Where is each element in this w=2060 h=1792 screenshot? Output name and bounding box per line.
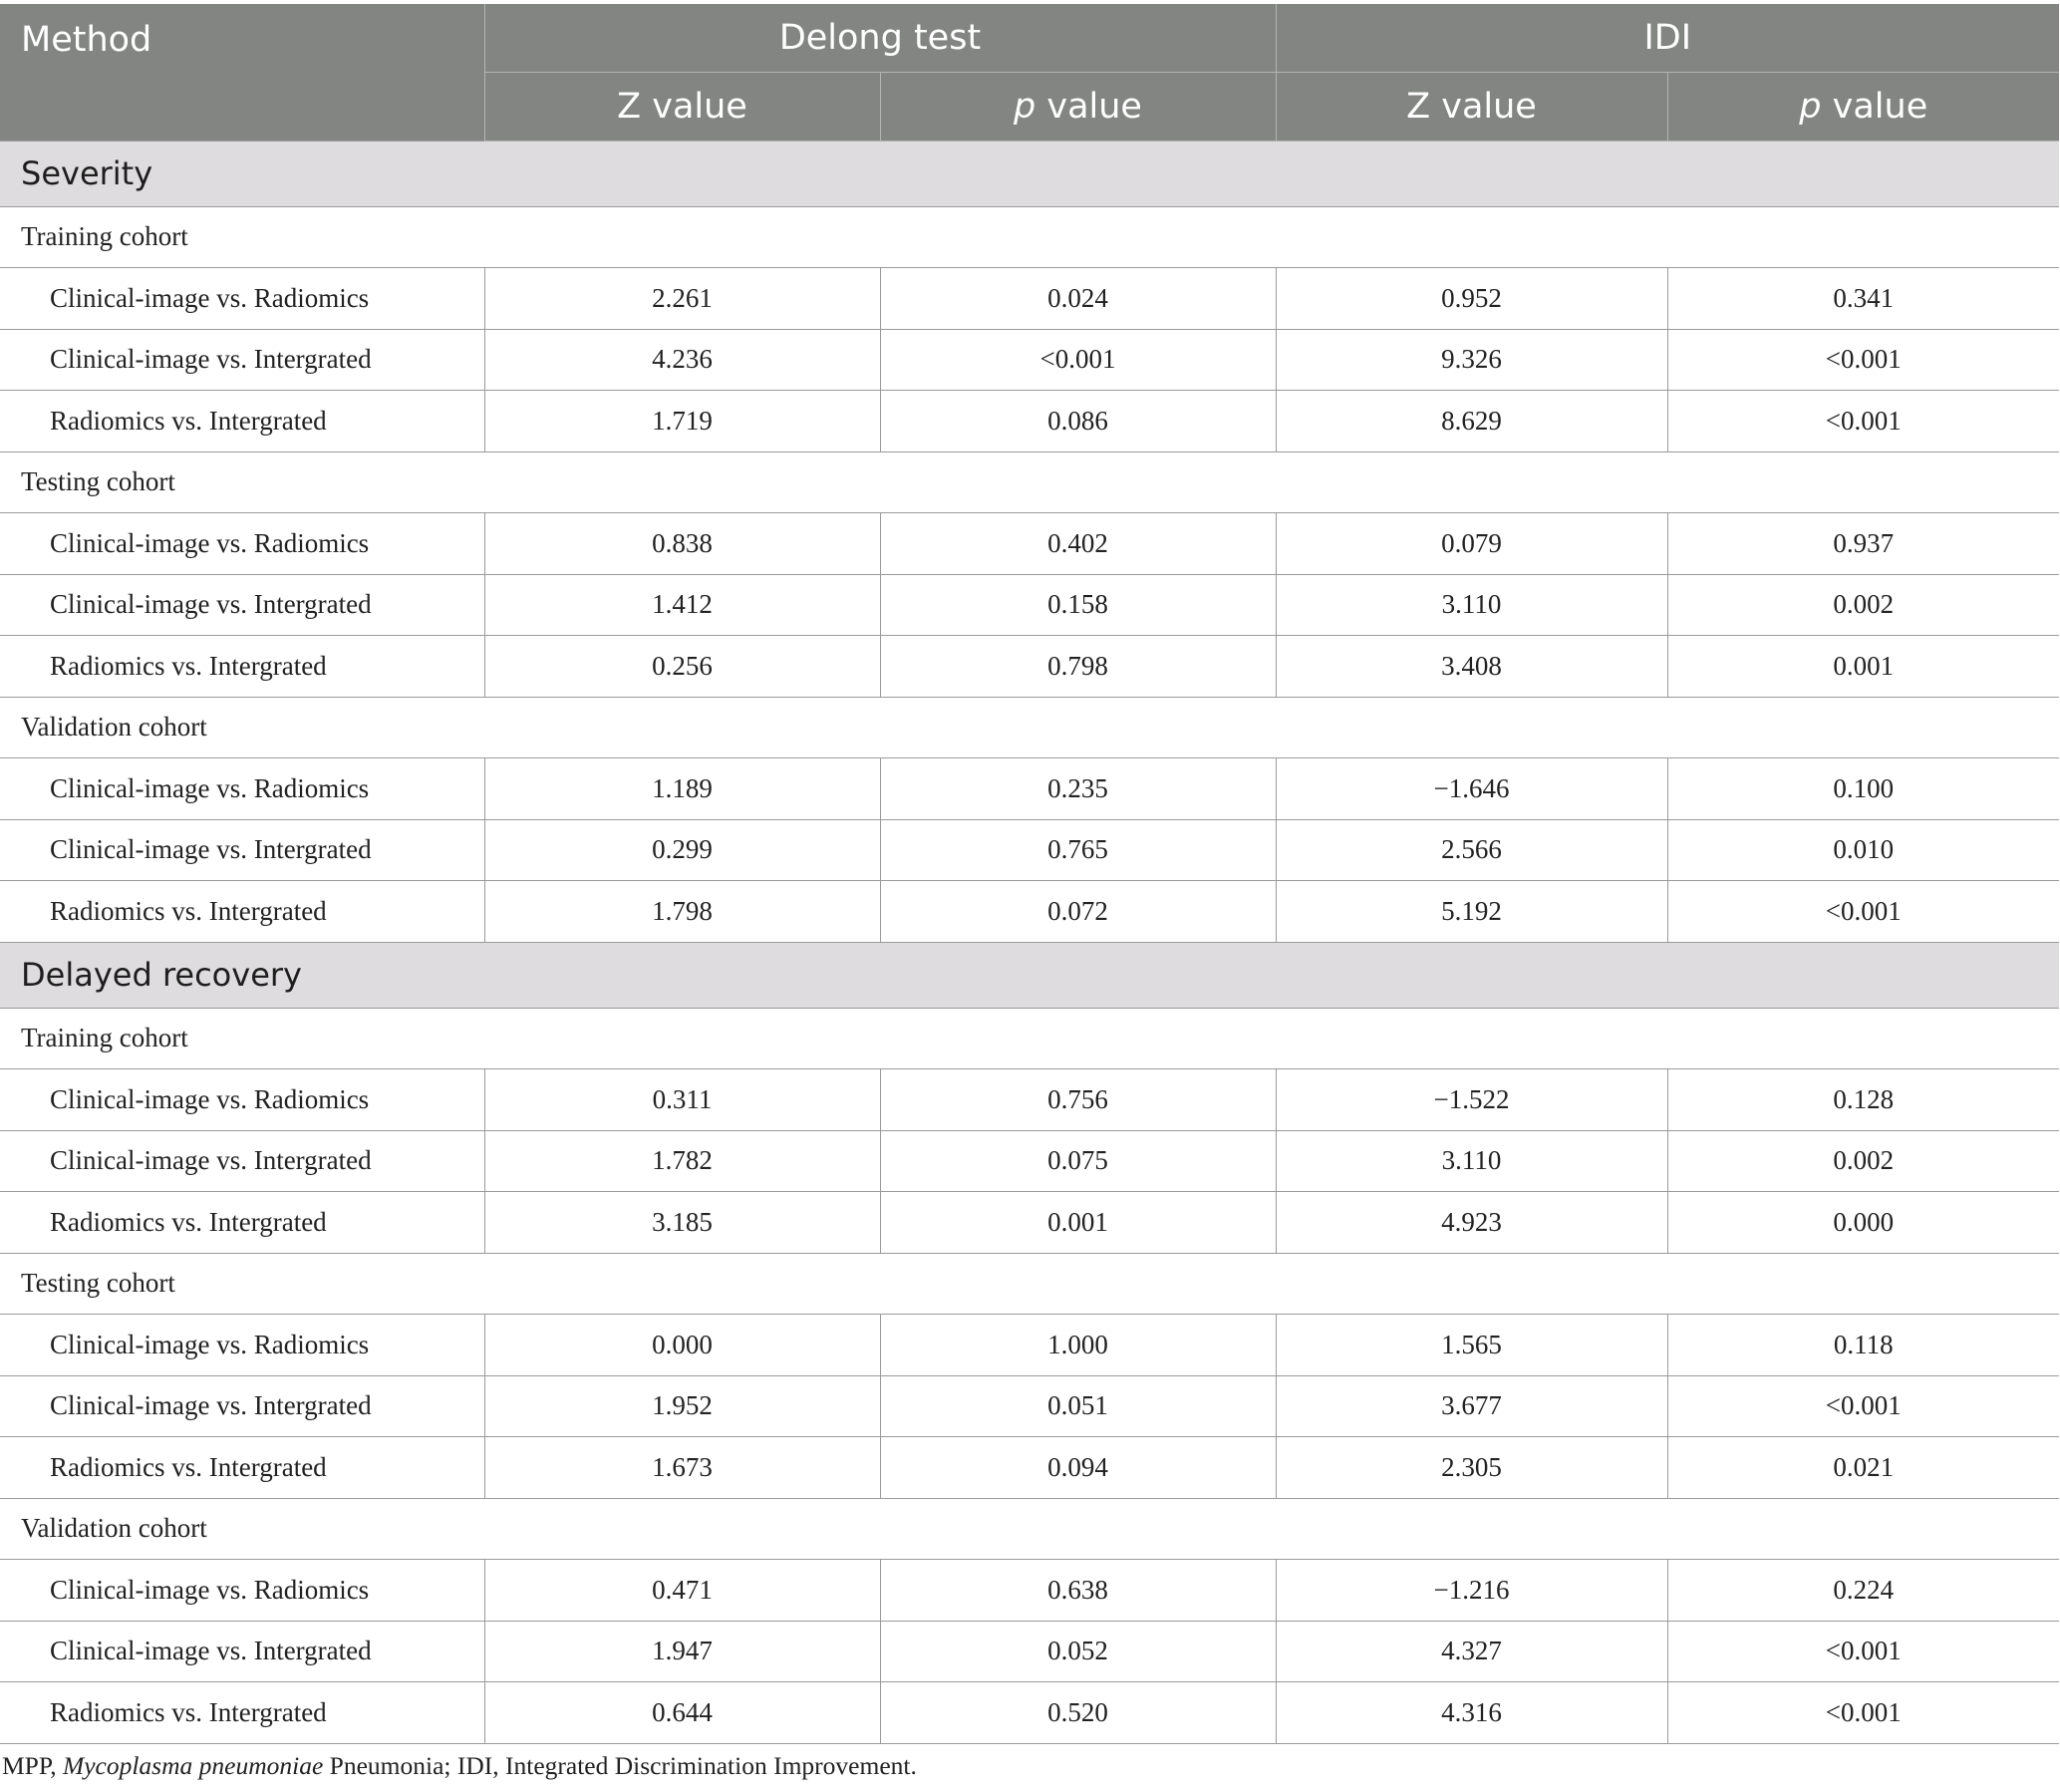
table-row xyxy=(0,1130,2059,1192)
idi-p-value: 0.000 xyxy=(1667,1192,2059,1254)
delong-p-value: 0.765 xyxy=(880,819,1276,881)
delong-z-value: 1.673 xyxy=(484,1437,880,1499)
idi-z-value: −1.216 xyxy=(1276,1560,1667,1622)
idi-p-value: <0.001 xyxy=(1667,391,2059,452)
comparison-label: Clinical-image vs. Radiomics xyxy=(0,1315,484,1376)
idi-p-value: 0.100 xyxy=(1667,758,2059,820)
delong-p-value: 0.638 xyxy=(880,1560,1276,1622)
delong-p-value: 0.052 xyxy=(880,1621,1276,1682)
idi-p-value: 0.128 xyxy=(1667,1069,2059,1131)
table-row xyxy=(0,1621,2059,1682)
idi-p-value: <0.001 xyxy=(1667,1621,2059,1682)
header-delong-test: Delong test xyxy=(484,4,1276,72)
delong-z-value: 0.299 xyxy=(484,819,880,881)
comparison-label: Clinical-image vs. Radiomics xyxy=(0,758,484,820)
header-p-italic: p xyxy=(1799,86,1822,127)
table-row xyxy=(0,1560,2059,1622)
delong-p-value: 0.158 xyxy=(880,574,1276,636)
idi-z-value: 4.923 xyxy=(1276,1192,1667,1254)
section-title: Severity xyxy=(0,141,2059,206)
header-method: Method xyxy=(0,4,484,141)
idi-z-value: 4.327 xyxy=(1276,1621,1667,1682)
table-row xyxy=(0,819,2059,881)
comparison-label: Radiomics vs. Intergrated xyxy=(0,881,484,943)
header-idi-z-value: Z value xyxy=(1276,72,1667,141)
table-row xyxy=(0,574,2059,636)
table-body xyxy=(0,141,2059,1743)
header-delong-z-value: Z value xyxy=(484,72,880,141)
delong-p-value: <0.001 xyxy=(880,329,1276,391)
section-row xyxy=(0,141,2059,206)
idi-z-value: 2.566 xyxy=(1276,819,1667,881)
comparison-label: Radiomics vs. Intergrated xyxy=(0,391,484,452)
table-row xyxy=(0,1315,2059,1376)
section-title: Delayed recovery xyxy=(0,942,2059,1008)
cohort-row xyxy=(0,1253,2059,1315)
comparison-label: Clinical-image vs. Intergrated xyxy=(0,1130,484,1192)
idi-p-value: <0.001 xyxy=(1667,329,2059,391)
delong-p-value: 0.024 xyxy=(880,268,1276,330)
delong-p-value: 0.086 xyxy=(880,391,1276,452)
delong-p-value: 0.756 xyxy=(880,1069,1276,1131)
idi-z-value: 1.565 xyxy=(1276,1315,1667,1376)
idi-z-value: 2.305 xyxy=(1276,1437,1667,1499)
comparison-label: Clinical-image vs. Radiomics xyxy=(0,1069,484,1131)
delong-p-value: 0.520 xyxy=(880,1682,1276,1744)
cohort-row xyxy=(0,697,2059,758)
header-p-rest: value xyxy=(1821,86,1928,127)
idi-p-value: 0.002 xyxy=(1667,1130,2059,1192)
delong-p-value: 0.072 xyxy=(880,881,1276,943)
cohort-name: Testing cohort xyxy=(0,451,2059,513)
delong-z-value: 0.471 xyxy=(484,1560,880,1622)
header-p-rest: value xyxy=(1035,86,1142,127)
delong-z-value: 0.000 xyxy=(484,1315,880,1376)
table-header xyxy=(0,4,2059,141)
comparison-label: Clinical-image vs. Intergrated xyxy=(0,574,484,636)
idi-p-value: <0.001 xyxy=(1667,881,2059,943)
comparison-table xyxy=(0,4,2059,1744)
comparison-label: Radiomics vs. Intergrated xyxy=(0,1437,484,1499)
delong-z-value: 4.236 xyxy=(484,329,880,391)
idi-z-value: 3.408 xyxy=(1276,636,1667,698)
cohort-row xyxy=(0,206,2059,268)
cohort-row xyxy=(0,1498,2059,1560)
idi-z-value: 3.110 xyxy=(1276,574,1667,636)
comparison-label: Clinical-image vs. Radiomics xyxy=(0,268,484,330)
comparison-label: Clinical-image vs. Radiomics xyxy=(0,513,484,575)
header-p-italic: p xyxy=(1014,86,1036,127)
delong-z-value: 1.952 xyxy=(484,1375,880,1437)
idi-z-value: 3.110 xyxy=(1276,1130,1667,1192)
delong-z-value: 2.261 xyxy=(484,268,880,330)
cohort-name: Testing cohort xyxy=(0,1253,2059,1315)
idi-p-value: 0.224 xyxy=(1667,1560,2059,1622)
delong-p-value: 0.075 xyxy=(880,1130,1276,1192)
cohort-name: Validation cohort xyxy=(0,697,2059,758)
idi-p-value: 0.002 xyxy=(1667,574,2059,636)
delong-p-value: 0.402 xyxy=(880,513,1276,575)
header-delong-p-value xyxy=(880,72,1276,141)
delong-p-value: 0.094 xyxy=(880,1437,1276,1499)
cohort-row xyxy=(0,451,2059,513)
delong-p-value: 0.001 xyxy=(880,1192,1276,1254)
idi-p-value: 0.021 xyxy=(1667,1437,2059,1499)
idi-z-value: −1.522 xyxy=(1276,1069,1667,1131)
table-row xyxy=(0,1375,2059,1437)
table-row xyxy=(0,1437,2059,1499)
idi-p-value: 0.001 xyxy=(1667,636,2059,698)
table-row xyxy=(0,329,2059,391)
section-row xyxy=(0,942,2059,1008)
comparison-label: Radiomics vs. Intergrated xyxy=(0,1682,484,1744)
idi-p-value: <0.001 xyxy=(1667,1682,2059,1744)
idi-z-value: 0.952 xyxy=(1276,268,1667,330)
delong-z-value: 1.412 xyxy=(484,574,880,636)
delong-z-value: 3.185 xyxy=(484,1192,880,1254)
idi-z-value: 0.079 xyxy=(1276,513,1667,575)
idi-z-value: 9.326 xyxy=(1276,329,1667,391)
cohort-name: Training cohort xyxy=(0,1008,2059,1069)
table-row xyxy=(0,391,2059,452)
delong-p-value: 0.798 xyxy=(880,636,1276,698)
cohort-name: Validation cohort xyxy=(0,1498,2059,1560)
delong-z-value: 1.719 xyxy=(484,391,880,452)
comparison-label: Radiomics vs. Intergrated xyxy=(0,636,484,698)
delong-p-value: 1.000 xyxy=(880,1315,1276,1376)
comparison-label: Clinical-image vs. Intergrated xyxy=(0,1375,484,1437)
delong-z-value: 0.256 xyxy=(484,636,880,698)
comparison-label: Clinical-image vs. Intergrated xyxy=(0,819,484,881)
table-row xyxy=(0,1069,2059,1131)
delong-z-value: 0.644 xyxy=(484,1682,880,1744)
idi-z-value: 8.629 xyxy=(1276,391,1667,452)
delong-z-value: 1.798 xyxy=(484,881,880,943)
delong-p-value: 0.235 xyxy=(880,758,1276,820)
idi-p-value: <0.001 xyxy=(1667,1375,2059,1437)
header-idi: IDI xyxy=(1276,4,2059,72)
table-row xyxy=(0,513,2059,575)
table-footnote xyxy=(2,1751,917,1781)
delong-z-value: 1.782 xyxy=(484,1130,880,1192)
idi-p-value: 0.118 xyxy=(1667,1315,2059,1376)
delong-z-value: 0.838 xyxy=(484,513,880,575)
header-idi-p-value xyxy=(1667,72,2059,141)
delong-p-value: 0.051 xyxy=(880,1375,1276,1437)
idi-z-value: 4.316 xyxy=(1276,1682,1667,1744)
idi-z-value: −1.646 xyxy=(1276,758,1667,820)
idi-p-value: 0.937 xyxy=(1667,513,2059,575)
table-row xyxy=(0,758,2059,820)
footnote-prefix: MPP, xyxy=(2,1751,63,1780)
idi-p-value: 0.010 xyxy=(1667,819,2059,881)
comparison-label: Radiomics vs. Intergrated xyxy=(0,1192,484,1254)
footnote-suffix: Pneumonia; IDI, Integrated Discrimination Improvement. xyxy=(323,1751,917,1780)
delong-z-value: 0.311 xyxy=(484,1069,880,1131)
comparison-label: Clinical-image vs. Intergrated xyxy=(0,329,484,391)
table-row xyxy=(0,881,2059,943)
delong-z-value: 1.189 xyxy=(484,758,880,820)
cohort-name: Training cohort xyxy=(0,206,2059,268)
comparison-label: Clinical-image vs. Radiomics xyxy=(0,1560,484,1622)
table-row xyxy=(0,1682,2059,1744)
table-row xyxy=(0,1192,2059,1254)
idi-p-value: 0.341 xyxy=(1667,268,2059,330)
delong-z-value: 1.947 xyxy=(484,1621,880,1682)
footnote-italic: Mycoplasma pneumoniae xyxy=(62,1751,324,1780)
idi-z-value: 5.192 xyxy=(1276,881,1667,943)
comparison-label: Clinical-image vs. Intergrated xyxy=(0,1621,484,1682)
table-row xyxy=(0,636,2059,698)
cohort-row xyxy=(0,1008,2059,1069)
table-row xyxy=(0,268,2059,330)
results-table-container xyxy=(0,4,2059,1744)
idi-z-value: 3.677 xyxy=(1276,1375,1667,1437)
